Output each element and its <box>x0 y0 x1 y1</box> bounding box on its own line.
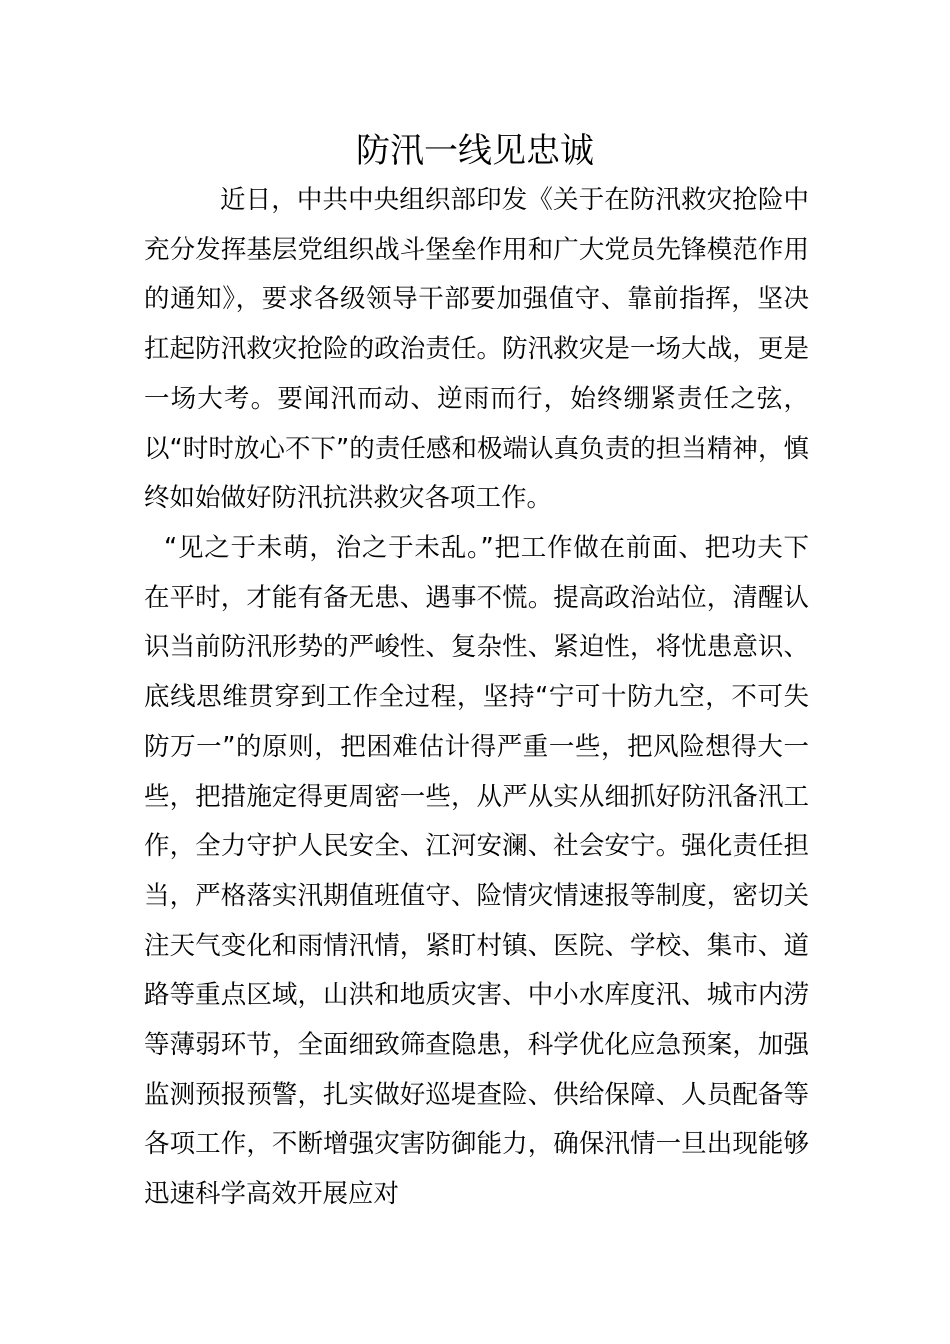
document-title: 防汛一线见忠诚 <box>356 131 594 171</box>
paragraph-2: “见之于未萌，治之于未乱。”把工作做在前面、把功夫下在平时，才能有备无患、遇事不慌。提高政治站位，清醒认识当前防汛形势的严峻性、复杂性、紧迫性，将忧患意识、底线思维贯穿到工作全过程，坚持“宁可十防九空，不可失防万一”的原则，把困难估计得严重一些，把风险想得大一些，把措施定得更周密一些，从严从实从细抓好防汛备汛工作，全力守护人民安全、江河安澜、社会安宁。强化责任担当，严格落实汛期值班值守、险情灾情速报等制度，密切关注天气变化和雨情汛情，紧盯村镇、医院、学校、集市、道路等重点区域，山洪和地质灾害、中小水库度汛、城市内涝等薄弱环节，全面细致筛查隐患，科学优化应急预案，加强监测预报预警，扎实做好巡堤查险、供给保障、人员配备等各项工作，不断增强灾害防御能力，确保汛情一旦出现能够迅速科学高效开展应对 <box>144 533 809 1210</box>
paragraph-1: 近日，中共中央组织部印发《关于在防汛救灾抢险中充分发挥基层党组织战斗堡垒作用和广大党员先锋模范作用的通知》，要求各级领导干部要加强值守、靠前指挥，坚决扛起防汛救灾抢险的政治责任。防汛救灾是一场大战，更是一场大考。要闻汛而动、逆雨而行，始终绷紧责任之弦，以“时时放心不下”的责任感和极端认真负责的担当精神，慎终如始做好防汛抗洪救灾各项工作。 <box>144 185 809 514</box>
